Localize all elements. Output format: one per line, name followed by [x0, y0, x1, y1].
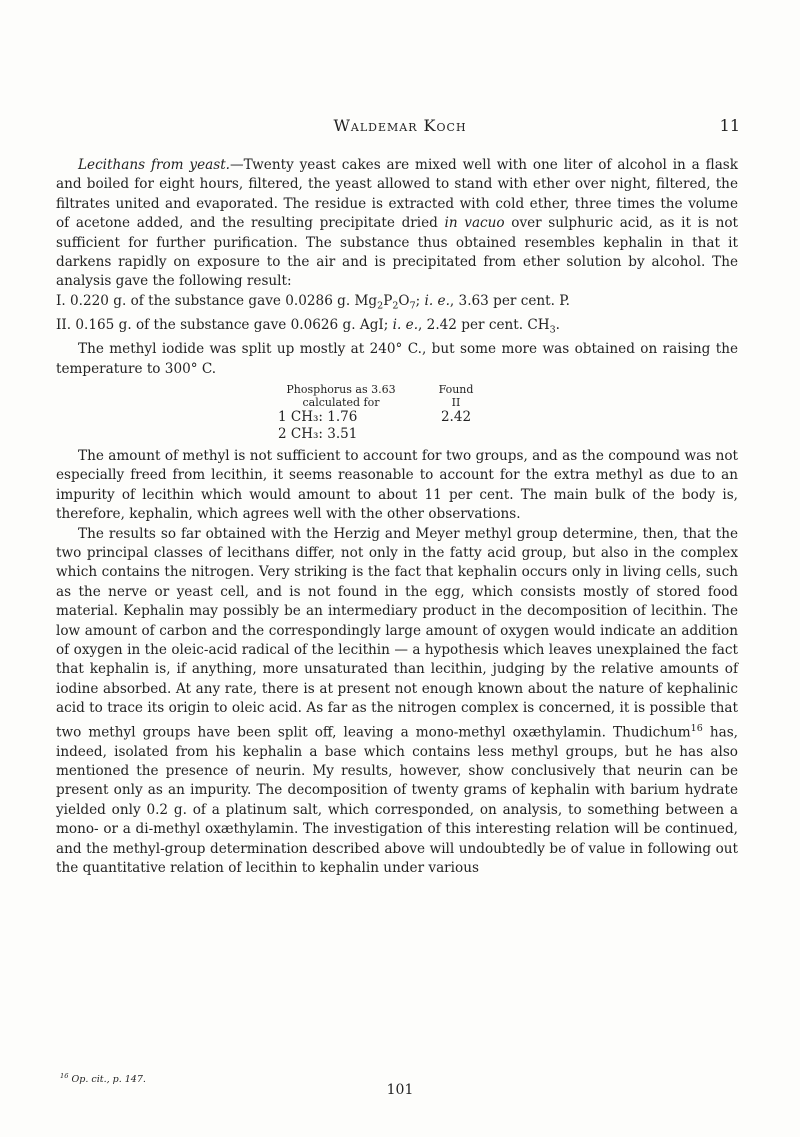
italic-phrase: i. e.: [424, 292, 450, 309]
result-text: , 3.63 per cent. P.: [449, 292, 570, 309]
row-label: 1 CH₃:: [278, 408, 323, 425]
results-table: [266, 383, 738, 443]
page-number: 11: [719, 116, 740, 135]
italic-phrase: i. e.: [392, 316, 419, 333]
result-text: ;: [415, 292, 425, 309]
paragraph-text: over sulphuric acid, as it is not sufficient for further purification. The substance thus obtained resembles kephalin in that it darkens rapidly on exposure to the air and is precipitated from ether solution by alcohol. The analysis gave the following result:: [56, 215, 739, 290]
paragraph-text: The results so far obtained with the Herzig and Meyer methyl group determine, then, that the two principal classes of lecithans differ, not only in the fatty acid group, but also in the complex which contains the nitrogen. Very striking is the fact that kephalin occurs only in living cells, such as the nerve or yeast cell, and is not found in the egg, which consists mostly of stored food material. Kephalin may possibly be an intermediary product in the decomposition of lecithin. The low amount of carbon and the correspondingly large amount of oxygen would indicate an addition of oxygen in the oleic-acid radical of the lecithin — a hypothesis which leaves unexplained the fact that kephalin is, if anything, more unsaturated than lecithin, judging by the relative amounts of iodine absorbed. At any rate, there is at present not enough known about the nature of kephalinic acid to trace its origin to oleic acid. As far as the nitrogen complex is concerned, it is possible that two methyl groups have been split off, leaving a mono-methyl oxæthylamin. Thudichum: [56, 525, 738, 741]
result-text: I. 0.220 g. of the substance gave 0.0286 g. Mg: [56, 292, 378, 309]
section-title: Lecithans from yeast.: [78, 157, 230, 173]
subscript: 2: [392, 300, 399, 312]
table-row: [266, 426, 738, 443]
paragraph-amount: The amount of methyl is not sufficient to account for two groups, and as the compound was not especially freed from lecithin, it seems reasonable to account for the extra methyl as due to an impurity of lecithin which would amount to about 11 per cent. The main bulk of the body is, therefore, kephalin, which agrees well with the other observations.: [56, 447, 738, 523]
subscript: 3: [549, 324, 556, 336]
running-head: Waldemar Koch: [333, 116, 467, 135]
table-cell: 2.42: [440, 408, 472, 425]
table-cell: [416, 426, 496, 443]
paragraph-text: has, indeed, isolated from his kephalin a base which contains less methyl groups, but he has also mentioned the presence of neurin. My results, however, show conclusively that neurin can be present only as an impurity. The decomposition of twenty grams of kephalin with barium hydrate yielded only 0.2 g. of a platinum salt, which corresponded, on analysis, to something between a mono- or a di-methyl oxæthylamin. The investigation of this interesting relation will be continued, and the methyl-group determination described above will undoubtedly be of value in following out the quantitative relation of lecithin to kephalin under various: [56, 724, 738, 876]
table-header: II: [451, 395, 461, 409]
result-text: .: [555, 316, 560, 333]
result-line-1: [56, 292, 738, 316]
table-header: Found: [438, 382, 474, 396]
table-cell: [266, 426, 416, 443]
table-header-row: [266, 396, 738, 409]
table-header: calculated for: [302, 395, 380, 409]
footnote-text: Op. cit., p. 147.: [71, 1074, 146, 1086]
paragraph-results: [56, 525, 738, 879]
result-text: II. 0.165 g. of the substance gave 0.0626 g. AgI;: [56, 316, 393, 333]
table-header-row: [266, 383, 738, 396]
footnote-mark: 16: [60, 1072, 69, 1080]
paragraph-yeast: [56, 156, 738, 292]
result-text: P: [383, 292, 393, 309]
body-text: [56, 156, 738, 878]
paragraph-methyl-iodide: The methyl iodide was split up mostly at 240° C., but some more was obtained on raising the temperature to 300° C.: [56, 341, 738, 377]
italic-phrase: in vacuo: [444, 215, 505, 232]
result-line-2: [56, 316, 738, 340]
subscript: 2: [377, 300, 384, 312]
subscript: 7: [409, 300, 416, 312]
row-value: 3.51: [327, 425, 358, 442]
row-value: 1.76: [327, 408, 358, 425]
paragraph-text: —Twenty yeast cakes are mixed well with one liter of alcohol in a flask and boiled for eight hours, filtered, the yeast allowed to stand with ether over night, filtered, the filtrates united and evaporated. The residue is extracted with cold ether, three times the volume of acetone added, and the resulting precipitate dried: [56, 157, 739, 232]
page-header: [56, 116, 744, 140]
table-cell: [266, 409, 416, 426]
folio: 101: [386, 1082, 414, 1098]
footnote-ref: 16: [690, 722, 703, 734]
result-text: O: [398, 292, 410, 309]
table-row: [266, 409, 738, 426]
result-text: , 2.42 per cent. CH: [418, 316, 550, 333]
row-label: 2 CH₃:: [278, 425, 323, 442]
table-header: Phosphorus as 3.63: [286, 382, 396, 396]
